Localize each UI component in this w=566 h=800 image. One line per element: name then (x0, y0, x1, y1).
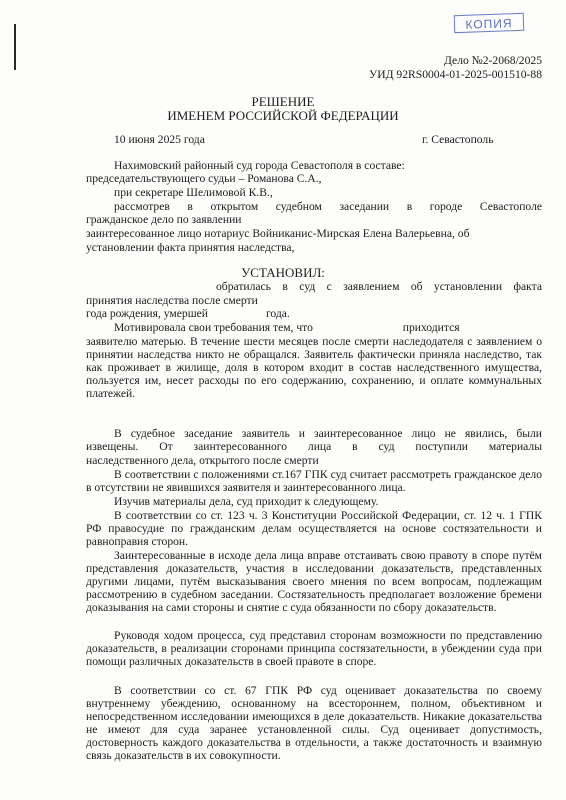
decision-city: г. Севастополь (422, 133, 494, 146)
p3-line-3: наследственного дела, открытого после смерти (86, 454, 319, 467)
document-subtitle: ИМЕНЕМ РОССИЙСКОЙ ФЕДЕРАЦИИ (167, 108, 399, 123)
p1-line-2: принятия наследства после смерти (86, 294, 258, 307)
case-uid: УИД 92RS0004-01-2025-001510-88 (369, 68, 542, 81)
p3-line-1: В судебное заседание заявитель и заинтересованное лицо не явились, были (114, 427, 542, 440)
margin-mark (14, 24, 16, 70)
copy-stamp: КОПИЯ (454, 13, 525, 33)
p1-line-1: обратилась в суд с заявлением об установлении факта (216, 280, 542, 293)
p7-text: Заинтересованные в исходе дела лица вправе отстаивать свою правоту в споре путём представления доказательств, участия в исследовании доказательств, представленных другими лицами, путём высказывания своего мнения по всем вопросам, подлежащим рассмотрению в судебном заседании. Состязательность предполагает возложение бремени доказывания на сами стороны и снятие с суда обязанности по сбору доказательств. (86, 549, 542, 614)
p2-line-1: Мотивировала свои требования тем, что приходится (114, 321, 460, 334)
established-heading: УСТАНОВИЛ: (241, 265, 325, 280)
document-title: РЕШЕНИЕ (251, 94, 315, 109)
decision-date: 10 июня 2025 года (114, 133, 205, 146)
court-line-4: рассмотрев в открытом судебном заседании в городе Севастополе (114, 200, 542, 213)
court-line-7: установлении факта принятия наследства, (86, 241, 295, 254)
p6-text: В соответствии со ст. 123 ч. 3 Конституции Российской Федерации, ст. 12 ч. 1 ГПК РФ правосудие по гражданским делам осуществляется на основе состязательности и равноправия сторон. (86, 509, 542, 548)
court-line-1: Нахимовский районный суд города Севастополя в составе: (114, 159, 405, 172)
p4-text: В соответствии с положениями ст.167 ГПК суд считает рассмотреть гражданское дело в отсутствии не явившихся заявителя и заинтересованного лица. (86, 468, 542, 494)
p8-text: Руководя ходом процесса, суд представил сторонам возможности по представлению доказательств, в реализации сторонами принципа состязательности, в убеждении суда при помощи различных доказательств в своей правоте в споре. (86, 629, 542, 668)
case-number: Дело №2-2068/2025 (444, 54, 542, 67)
p5-text: Изучив материалы дела, суд приходит к следующему. (114, 495, 379, 508)
p1-line-3: года рождения, умершей года. (86, 307, 290, 320)
p3-line-2: извещены. От заинтересованного лица в суд поступили материалы (86, 440, 542, 453)
p2-body: заявителю матерью. В течение шести месяцев после смерти наследодателя с заявлением о принятии наследства никто не обращался. Заявитель фактически приняла наследство, так как проживает в жилище, доля в котором входит в состав наследственного имущества, пользуется им, несет расходы по его содержанию, сохранению, и оплате коммунальных платежей. (86, 335, 542, 400)
court-line-5: гражданское дело по заявлении (86, 213, 242, 226)
court-line-2: председательствующего судьи – Романова С.А., (86, 172, 322, 185)
court-line-3: при секретаре Шелимовой К.В., (114, 186, 273, 199)
court-line-6: заинтересованное лицо нотариус Войниканис-Мирская Елена Валерьевна, об (86, 227, 470, 240)
p9-text: В соответствии со ст. 67 ГПК РФ суд оценивает доказательства по своему внутреннему убеждению, основанному на всестороннем, полном, объективном и непосредственном исследовании имеющихся в деле доказательств. Никакие доказательства не имеют для суда заранее установленной силы. Суд оценивает допустимость, достоверность каждого доказательства в отдельности, а также достаточность и взаимную связь доказательств в их совокупности. (86, 684, 542, 762)
